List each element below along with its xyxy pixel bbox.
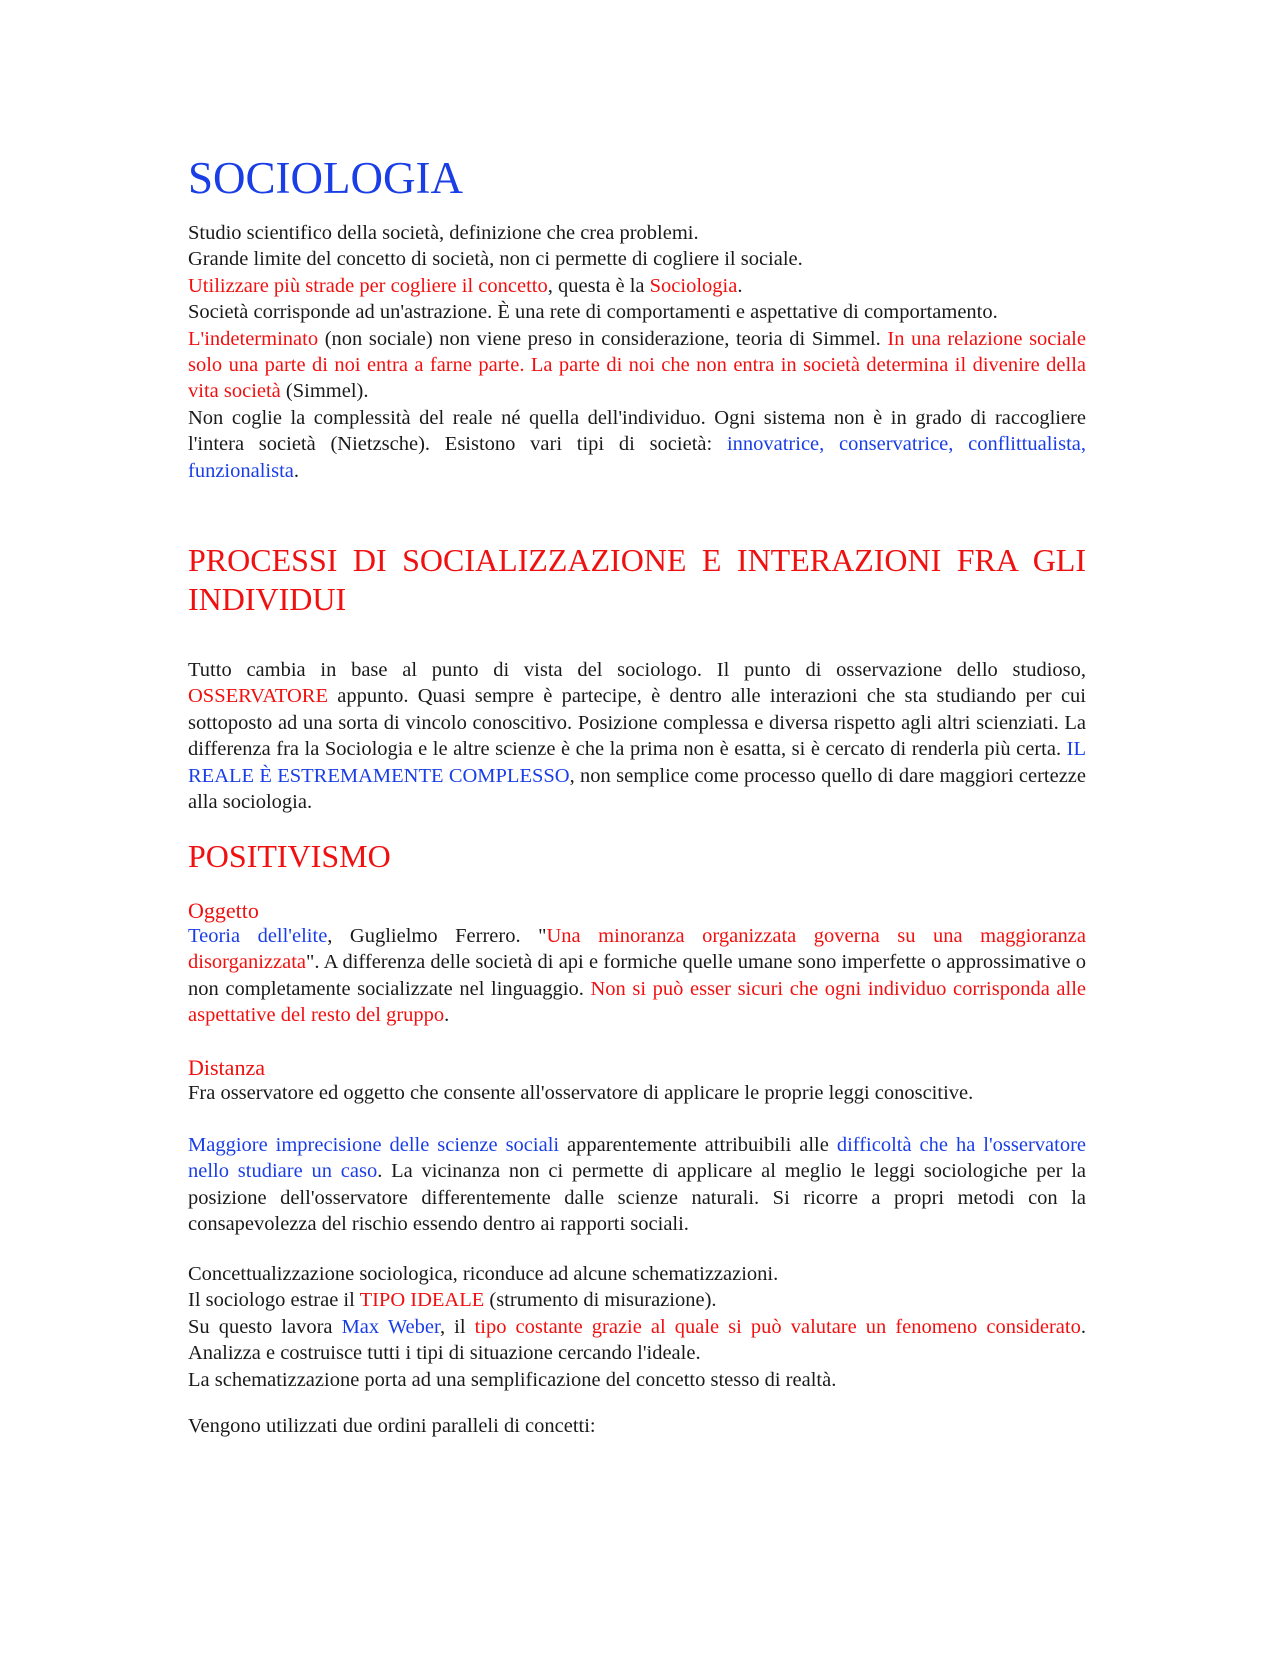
highlight-text: L'indeterminato xyxy=(188,327,319,350)
intro-paragraph-3: Non coglie la complessità del reale né quella dell'individuo. Ogni sistema non è in grado di raccogliere l'intera società (Nietzsche). Esistono vari tipi di società: innovatrice, conservatrice, conflittualista, funzionalista. xyxy=(188,406,1087,482)
distanza-body xyxy=(188,1080,1086,1106)
paragraph: Teoria dell'elite, Guglielmo Ferrero. "Una minoranza organizzata governa su una maggioranza disorganizzata". A differenza delle società di api e formiche quelle umane sono imperfette o approssimative o non completamente socializzate nel linguaggio. Non si può esser sicuri che ogni individuo corrisponda alle aspettative del resto del gruppo. xyxy=(188,925,1086,1027)
section-heading-positivismo: POSITIVISMO xyxy=(188,838,391,874)
intro-line-2: Grande limite del concetto di società, non ci permette di cogliere il sociale. xyxy=(188,248,803,271)
intro-section xyxy=(188,220,1086,484)
highlight-text: Una minoranza organizzata governa su una maggioranza disorganizzata xyxy=(188,925,1086,974)
highlight-text: Teoria dell'elite xyxy=(188,925,328,947)
paragraph: Fra osservatore ed oggetto che consente all'osservatore di applicare le proprie leggi conoscitive. xyxy=(188,1082,974,1104)
page-title: SOCIOLOGIA xyxy=(188,153,463,203)
highlight-text: Non si può esser sicuri che ogni individuo corrisponda alle aspettative del resto del gruppo xyxy=(188,977,1086,1027)
concetti-body xyxy=(188,1261,1086,1393)
highlight-text: TIPO IDEALE xyxy=(359,1289,485,1312)
intro-paragraph-2: L'indeterminato (non sociale) non viene preso in considerazione, teoria di Simmel. In una relazione sociale solo una parte di noi entra a farne parte. La parte di noi che non entra in società determina il divenire della vita società (Simmel). xyxy=(188,327,1086,403)
highlight-text: OSSERVATORE xyxy=(188,685,329,708)
paragraph-line: La schematizzazione porta ad una semplificazione del concetto stesso di realtà. xyxy=(188,1368,837,1391)
intro-line-3: Utilizzare più strade per cogliere il concetto, questa è la Sociologia. xyxy=(188,274,743,297)
highlight-text: innovatrice, conservatrice, conflittualista, funzionalista xyxy=(188,433,1087,482)
paragraph-line: Il sociologo estrae il TIPO IDEALE (strumento di misurazione). xyxy=(188,1289,717,1312)
paragraph: Maggiore imprecisione delle scienze sociali apparentemente attribuibili alle difficoltà che ha l'osservatore nello studiare un caso. La vicinanza non ci permette di applicare al meglio le leggi sociologiche per la posizione dell'osservatore differentemente dalle scienze naturali. Si ricorre a propri metodi con la consapevolezza del rischio essendo dentro ai rapporti sociali. xyxy=(188,1134,1087,1236)
section-processi-body xyxy=(188,657,1086,815)
paragraph: Su questo lavora Max Weber, il tipo costante grazie al quale si può valutare un fenomeno considerato. Analizza e costruisce tutti i tipi di situazione cercando l'ideale. xyxy=(188,1315,1086,1365)
last-line xyxy=(188,1413,1086,1439)
highlight-text: difficoltà che ha l'osservatore nello studiare un caso xyxy=(188,1134,1087,1183)
section-heading-processi: PROCESSI DI SOCIALIZZAZIONE E INTERAZIONI FRA GLI INDIVIDUI xyxy=(188,542,1086,617)
highlight-text: IL REALE È ESTREMAMENTE COMPLESSO xyxy=(188,738,1086,787)
highlight-text: Maggiore imprecisione delle scienze sociali xyxy=(188,1134,560,1156)
paragraph: Tutto cambia in base al punto di vista del sociologo. Il punto di osservazione dello studioso, OSSERVATORE appunto. Quasi sempre è partecipe, è dentro alle interazioni che sta studiando per cui sottoposto ad una sorta di vincolo conoscitivo. Posizione complessa e diversa rispetto agli altri scienziati. La differenza fra la Sociologia e le altre scienze è che la prima non è esatta, si è cercato di renderla più certa. IL REALE È ESTREMAMENTE COMPLESSO, non semplice come processo quello di dare maggiori certezze alla sociologia. xyxy=(188,659,1086,814)
intro-line-1: Studio scientifico della società, definizione che crea problemi. xyxy=(188,222,699,244)
paragraph-line: Vengono utilizzati due ordini paralleli di concetti: xyxy=(188,1415,596,1437)
subheading-oggetto: Oggetto xyxy=(188,898,259,923)
oggetto-body xyxy=(188,923,1086,1029)
imprecisione-body xyxy=(188,1132,1086,1238)
highlight-text: Sociologia xyxy=(649,274,738,297)
paragraph-line: Concettualizzazione sociologica, riconduce ad alcune schematizzazioni. xyxy=(188,1263,779,1285)
subheading-distanza: Distanza xyxy=(188,1055,265,1080)
intro-paragraph-1: Società corrisponde ad un'astrazione. È una rete di comportamenti e aspettative di comportamento. xyxy=(188,301,998,324)
highlight-text: In una relazione sociale solo una parte di noi entra a farne parte. La parte di noi che non entra in società determina il divenire della vita società xyxy=(188,327,1086,403)
highlight-text: Utilizzare più strade per cogliere il concetto xyxy=(188,274,548,297)
highlight-text: Max Weber xyxy=(341,1315,440,1338)
highlight-text: tipo costante grazie al quale si può valutare un fenomeno considerato xyxy=(474,1315,1081,1338)
